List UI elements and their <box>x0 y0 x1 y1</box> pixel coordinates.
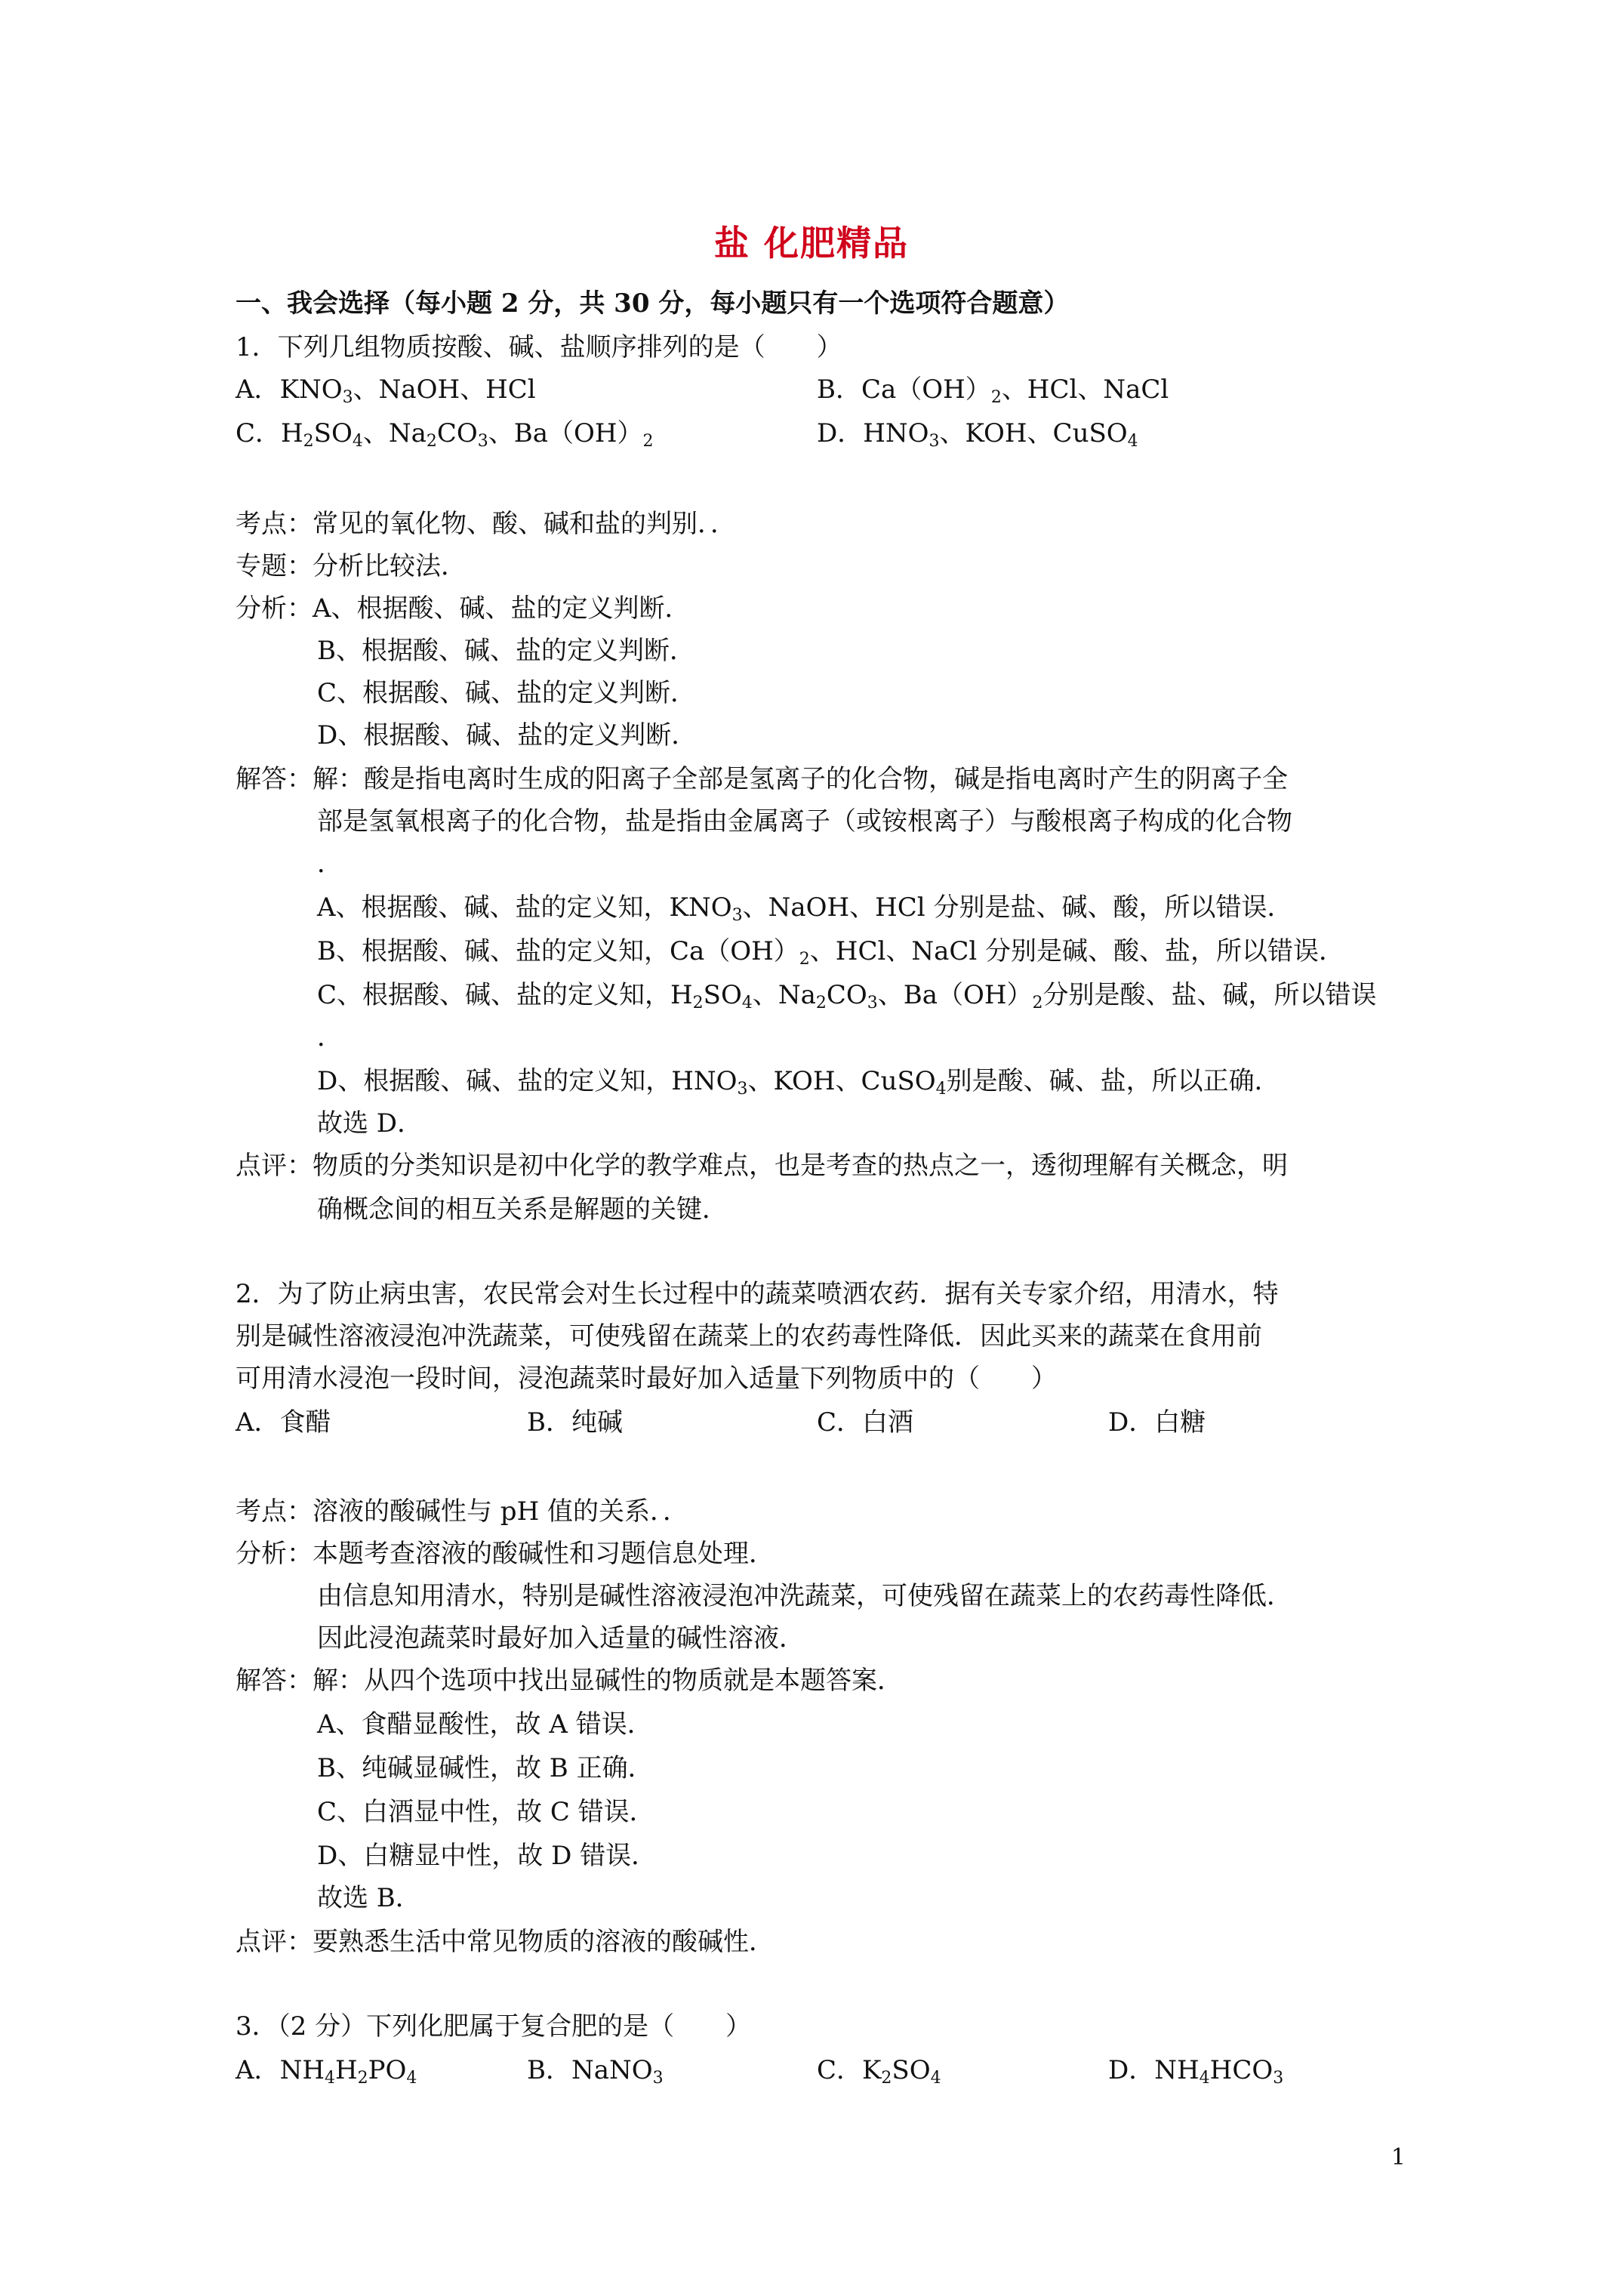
q2-fenxi-2: 由信息知用清水，特别是碱性溶液浸泡冲洗蔬菜，可使残留在蔬菜上的农药毒性降低． <box>317 1581 1292 1611</box>
q2-fenxi-1: 分析：本题考查溶液的酸碱性和习题信息处理． <box>236 1539 775 1569</box>
q1-kaodian: 考点：常见的氧化物、酸、碱和盐的判别．． <box>236 509 736 539</box>
q1-jieda-d: D、根据酸、碱、盐的定义知，$HNO_3$、KOH、CuSO$_4$别是酸、碱、盐，所以正确． <box>317 1066 1280 1099</box>
q2-option-d: D．白糖 <box>1108 1407 1206 1438</box>
q1-fenxi-4: D、根据酸、碱、盐的定义判断． <box>317 720 698 750</box>
q2-stem-3: 可用清水浸泡一段时间，浸泡蔬菜时最好加入适量下列物质中的（ ） <box>236 1364 1057 1394</box>
q1-stem: 1．下列几组物质按酸、碱、盐顺序排列的是（ ） <box>236 332 842 362</box>
q1-dianping-1: 点评：物质的分类知识是初中化学的教学难点，也是考查的热点之一，透彻理解有关概念，明 <box>236 1151 1288 1181</box>
q1-dianping-2: 确概念间的相互关系是解题的关键． <box>317 1194 728 1225</box>
q1-fenxi-1: 分析：A、根据酸、碱、盐的定义判断． <box>236 593 691 624</box>
q1-fenxi-2: B、根据酸、碱、盐的定义判断． <box>317 636 695 666</box>
q2-fenxi-3: 因此浸泡蔬菜时最好加入适量的碱性溶液． <box>317 1623 805 1653</box>
q2-kaodian: 考点：溶液的酸碱性与 pH 值的关系．． <box>236 1496 689 1527</box>
q2-guxuan: 故选 B． <box>317 1883 421 1913</box>
q3-option-d: D．$NH_4HCO_3$ <box>1108 2055 1284 2088</box>
page-number: 1 <box>1390 2144 1406 2171</box>
q2-stem-2: 别是碱性溶液浸泡冲洗蔬菜，可使残留在蔬菜上的农药毒性降低．因此买来的蔬菜在食用前 <box>236 1321 1262 1351</box>
q2-jieda-d: D、白糖显中性，故 D 错误． <box>317 1841 658 1871</box>
q2-option-a: A．食醋 <box>236 1407 331 1438</box>
q1-option-d: D．$HNO_3$、KOH、CuSO$_4$ <box>817 418 1138 451</box>
q1-jieda-b: B、根据酸、碱、盐的定义知，$Ca(OH)_2$、HCl、NaCl 分别是碱、酸、盐，所以错误． <box>317 936 1345 969</box>
q1-option-a: A．$KNO_3$、NaOH、HCl <box>236 374 536 407</box>
q3-stem: 3．（2 分）下列化肥属于复合肥的是（ ） <box>236 2011 752 2042</box>
q2-jieda-b: B、纯碱显碱性，故 B 正确． <box>317 1753 654 1783</box>
q2-stem-1: 2．为了防止病虫害，农民常会对生长过程中的蔬菜喷洒农药．据有关专家介绍，用清水，特 <box>236 1279 1279 1309</box>
q2-jieda-c: C、白酒显中性，故 C 错误． <box>317 1797 655 1827</box>
q2-jieda-1: 解答：解：从四个选项中找出显碱性的物质就是本题答案． <box>236 1666 903 1696</box>
q3-option-b: B．NaNO$_3$ <box>527 2055 664 2088</box>
q1-option-c: C．$H_2SO_4$、$Na_2CO_3$、$Ba(OH)_2$ <box>236 418 654 451</box>
q1-jieda-c-end: ． <box>317 1022 343 1052</box>
q1-guxuan: 故选 D． <box>317 1108 423 1139</box>
q2-dianping: 点评：要熟悉生活中常见物质的溶液的酸碱性． <box>236 1927 775 1957</box>
q2-option-b: B．纯碱 <box>527 1407 623 1438</box>
page-title: 盐 化肥精品 <box>713 223 909 264</box>
q2-jieda-a: A、食醋显酸性，故 A 错误． <box>317 1709 653 1740</box>
q1-zhuanti: 专题：分析比较法． <box>236 551 467 581</box>
q3-option-c: C．$K_2SO_4$ <box>817 2055 941 2088</box>
q1-jieda-c: C、根据酸、碱、盐的定义知，$H_2SO_4$、$Na_2CO_3$、$Ba(OH)_2$分别是酸、盐、碱，所以错误 <box>317 980 1377 1012</box>
q1-option-b: B．$Ca(OH)_2$、HCl、NaCl <box>817 374 1169 407</box>
q3-option-a: A．$NH_4H_2PO_4$ <box>236 2055 417 2088</box>
q1-jieda-3: ． <box>317 849 343 879</box>
q1-jieda-1: 解答：解：酸是指电离时生成的阳离子全部是氢离子的化合物，碱是指电离时产生的阴离子全 <box>236 764 1288 794</box>
q1-jieda-a: A、根据酸、碱、盐的定义知，$KNO_3$、NaOH、HCl 分别是盐、碱、酸，所以错误． <box>317 892 1293 925</box>
section-heading: 一、我会选择（每小题 2 分，共 30 分，每小题只有一个选项符合题意） <box>236 288 1070 319</box>
q1-fenxi-3: C、根据酸、碱、盐的定义判断． <box>317 678 697 708</box>
q2-option-c: C．白酒 <box>817 1407 914 1438</box>
q1-jieda-2: 部是氢氧根离子的化合物，盐是指由金属离子（或铵根离子）与酸根离子构成的化合物 <box>317 806 1292 837</box>
